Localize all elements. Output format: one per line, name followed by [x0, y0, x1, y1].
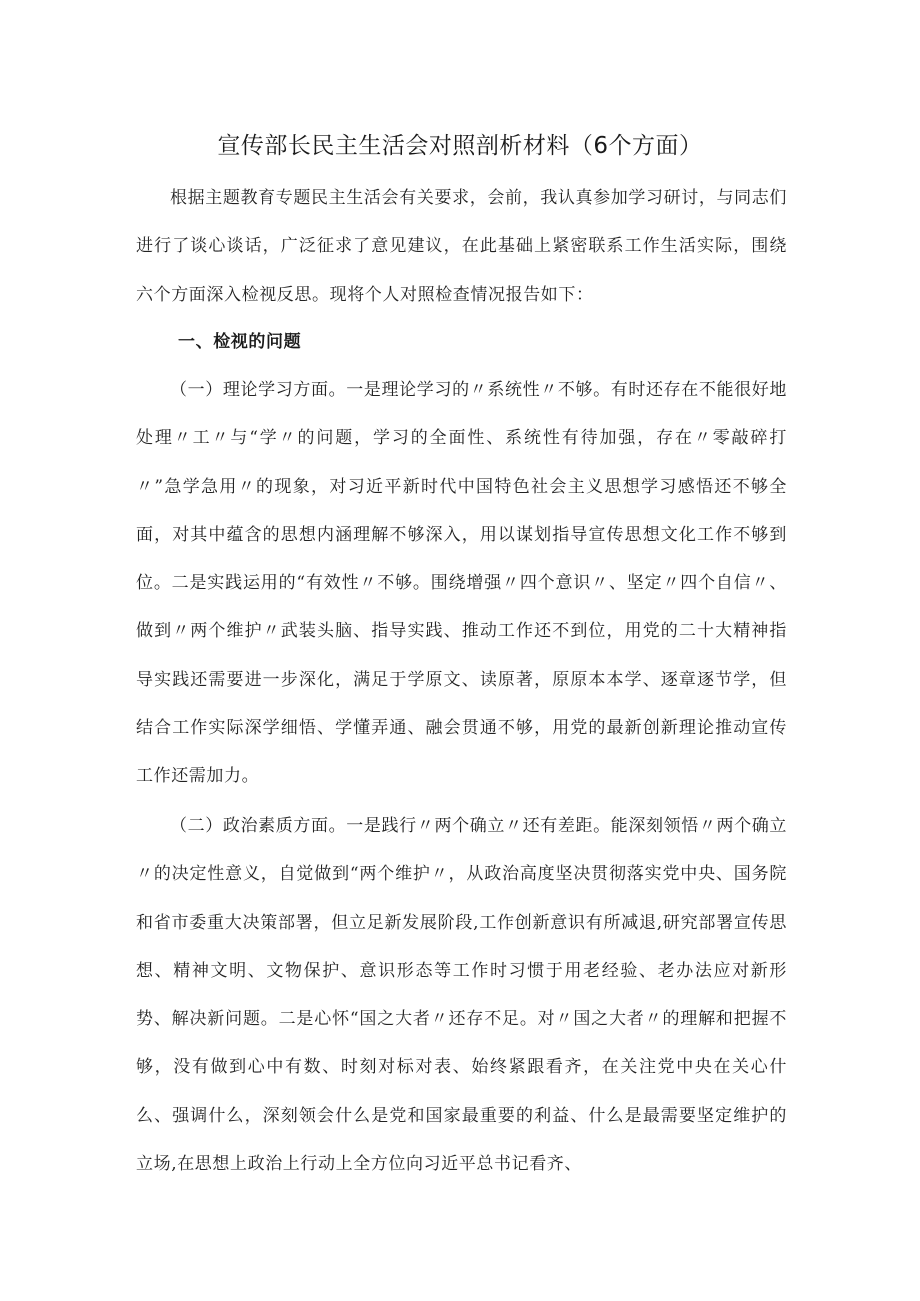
intro-paragraph: 根据主题教育专题民主生活会有关要求，会前，我认真参加学习研讨，与同志们进行了谈心谈话，广泛征求了意见建议，在此基础上紧密联系工作生活实际，围绕六个方面深入检视反思。现将个人对照检查情况报告如下： [136, 188, 787, 305]
paragraph-political-quality: （二）政治素质方面。一是践行〃两个确立〃还有差距。能深刻领悟〃两个确立〃的决定性意义，自觉做到“两个维护〃，从政治高度坚决贯彻落实党中央、国务院和省市委重大决策部署，但立足新发展阶段,工作创新意识有所减退,研究部署宣传思想、精神文明、文物保护、意识形态等工作时习惯于用老经验、老办法应对新形势、解决新问题。二是心怀“国之大者〃还存不足。对〃国之大者〃的理解和把握不够，没有做到心中有数、时刻对标对表、始终紧跟看齐，在关注党中央在关心什么、强调什么，深刻领会什么是党和国家最重要的利益、什么是最需要坚定维护的立场,在思想上政治上行动上全方位向习近平总书记看齐、 [136, 816, 787, 1175]
document-title: 宣传部长民主生活会对照剖析材料（6个方面） [217, 133, 703, 159]
section-heading: 一、检视的问题 [178, 332, 302, 352]
paragraph-theory-study: （一）理论学习方面。一是理论学习的〃系统性〃不够。有时还存在不能很好地处理〃工〃与“学〃的问题，学习的全面性、系统性有待加强，存在〃零敲碎打〃”急学急用〃的现象，对习近平新时代中国特色社会主义思想学习感悟还不够全面，对其中蕴含的思想内涵理解不够深入，用以谋划指导宣传思想文化工作不够到位。二是实践运用的“有效性〃不够。围绕增强〃四个意识〃、坚定〃四个自信〃、做到〃两个维护〃武装头脑、指导实践、推动工作还不到位，用党的二十大精神指导实践还需要进一步深化，满足于学原文、读原著，原原本本学、逐章逐节学，但结合工作实际深学细悟、学懂弄通、融会贯通不够，用党的最新创新理论推动宣传工作还需加力。 [136, 380, 787, 787]
